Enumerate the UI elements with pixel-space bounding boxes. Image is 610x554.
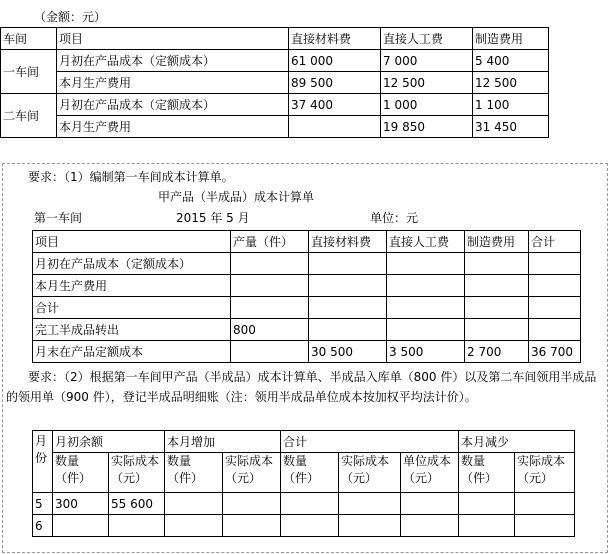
month-cell: 5: [33, 493, 53, 515]
table-row: [33, 319, 581, 341]
subheader-cell: 实际成本（元）: [223, 453, 281, 493]
input-cell[interactable]: [53, 515, 109, 537]
value-cell: 12 500: [381, 72, 473, 94]
ledger-table: [32, 430, 575, 537]
value-cell: 12 500: [473, 72, 549, 94]
input-cell[interactable]: [387, 275, 465, 297]
header-quantity: 产量（件）: [231, 231, 309, 253]
header-month: 月份: [33, 431, 53, 493]
input-cell[interactable]: [281, 493, 339, 515]
value-cell: 2 700: [465, 341, 529, 363]
item-cell: 月初在产品成本（定额成本）: [57, 94, 289, 116]
unit-note: （金额：元）: [34, 10, 107, 24]
input-cell[interactable]: [387, 297, 465, 319]
value-cell: 89 500: [289, 72, 381, 94]
header-total: 合计: [281, 431, 459, 453]
header-decrease: 本月减少: [459, 431, 575, 453]
header-overhead: 制造费用: [473, 28, 549, 50]
subheader-cell: 数量（件）: [459, 453, 515, 493]
input-cell[interactable]: [309, 297, 387, 319]
value-cell: 300: [53, 493, 109, 515]
input-cell[interactable]: [387, 253, 465, 275]
input-cell[interactable]: [459, 515, 515, 537]
month-cell: 6: [33, 515, 53, 537]
value-cell: 55 600: [109, 493, 165, 515]
value-cell: 36 700: [529, 341, 581, 363]
header-material: 直接材料费: [309, 231, 387, 253]
value-cell: 5 400: [473, 50, 549, 72]
table-header-row: [33, 431, 575, 453]
input-cell[interactable]: [515, 515, 575, 537]
value-cell: 3 500: [387, 341, 465, 363]
input-cell[interactable]: [339, 515, 401, 537]
value-cell: 61 000: [289, 50, 381, 72]
subheader-cell: 数量（件）: [165, 453, 223, 493]
item-cell: 月末在产品定额成本: [33, 341, 231, 363]
table-header-row: [33, 231, 581, 253]
workshop-cell: 一车间: [1, 50, 57, 94]
header-increase: 本月增加: [165, 431, 281, 453]
input-cell[interactable]: [231, 341, 309, 363]
value-cell: [289, 116, 381, 138]
header-total: 合计: [529, 231, 581, 253]
sheet-date: 2015 年 5 月: [176, 211, 250, 225]
input-cell[interactable]: [165, 515, 223, 537]
header-overhead: 制造费用: [465, 231, 529, 253]
input-cell[interactable]: [231, 297, 309, 319]
item-cell: 合计: [33, 297, 231, 319]
cost-sheet-table: [32, 230, 581, 363]
item-cell: 本月生产费用: [33, 275, 231, 297]
item-cell: 本月生产费用: [57, 72, 289, 94]
value-cell: 31 450: [473, 116, 549, 138]
table-row: [33, 493, 575, 515]
input-cell[interactable]: [165, 493, 223, 515]
table-row: [33, 515, 575, 537]
input-cell[interactable]: [529, 275, 581, 297]
item-cell: 月初在产品成本（定额成本）: [57, 50, 289, 72]
input-cell[interactable]: [529, 253, 581, 275]
header-item: 项目: [33, 231, 231, 253]
value-cell: 1 100: [473, 94, 549, 116]
input-cell[interactable]: [401, 493, 459, 515]
input-cell[interactable]: [529, 297, 581, 319]
input-cell[interactable]: [309, 275, 387, 297]
workshop-cell: 二车间: [1, 94, 57, 138]
cost-data-table: [0, 27, 549, 138]
input-cell[interactable]: [401, 515, 459, 537]
value-cell: 30 500: [309, 341, 387, 363]
header-opening-balance: 月初余额: [53, 431, 165, 453]
table-header-row: [1, 28, 549, 50]
input-cell[interactable]: [465, 253, 529, 275]
subheader-cell: 实际成本（元）: [339, 453, 401, 493]
item-cell: 月初在产品成本（定额成本）: [33, 253, 231, 275]
cost-sheet-title: 甲产品（半成品）成本计算单: [158, 190, 315, 204]
input-cell[interactable]: [231, 275, 309, 297]
input-cell[interactable]: [231, 253, 309, 275]
value-cell: 800: [231, 319, 309, 341]
table-row: [1, 94, 549, 116]
input-cell[interactable]: [459, 493, 515, 515]
table-row: [33, 297, 581, 319]
input-cell[interactable]: [465, 275, 529, 297]
table-row: [1, 50, 549, 72]
value-cell: 37 400: [289, 94, 381, 116]
input-cell[interactable]: [465, 297, 529, 319]
input-cell[interactable]: [109, 515, 165, 537]
subheader-cell: 数量（件）: [53, 453, 109, 493]
item-cell: 完工半成品转出: [33, 319, 231, 341]
value-cell: 7 000: [381, 50, 473, 72]
table-row: [33, 341, 581, 363]
header-item: 项目: [57, 28, 289, 50]
subheader-cell: 单位成本（元）: [401, 453, 459, 493]
table-row: [1, 72, 549, 94]
header-workshop: 车间: [1, 28, 57, 50]
item-cell: 本月生产费用: [57, 116, 289, 138]
header-labor: 直接人工费: [387, 231, 465, 253]
input-cell[interactable]: [387, 319, 465, 341]
input-cell[interactable]: [515, 493, 575, 515]
header-labor: 直接人工费: [381, 28, 473, 50]
input-cell[interactable]: [529, 319, 581, 341]
subheader-cell: 数量（件）: [281, 453, 339, 493]
input-cell[interactable]: [339, 493, 401, 515]
header-material: 直接材料费: [289, 28, 381, 50]
sheet-unit: 单位：元: [370, 211, 419, 225]
input-cell[interactable]: [223, 493, 281, 515]
requirement-2: 要求：（2）根据第一车间甲产品（半成品）成本计算单、半成品入库单（800 件）以及第二车间领用半成品的领用单（900 件），登记半成品明细账（注：领用半成品单位成本按加权平均法计价）。: [6, 370, 597, 404]
input-cell[interactable]: [309, 319, 387, 341]
table-row: [33, 253, 581, 275]
table-row: [33, 275, 581, 297]
input-cell[interactable]: [281, 515, 339, 537]
subheader-cell: 实际成本（元）: [109, 453, 165, 493]
input-cell[interactable]: [223, 515, 281, 537]
value-cell: 1 000: [381, 94, 473, 116]
value-cell: 19 850: [381, 116, 473, 138]
table-subheader-row: [33, 453, 575, 493]
requirement-1: 要求：（1）编制第一车间成本计算单。: [28, 170, 234, 184]
input-cell[interactable]: [309, 253, 387, 275]
table-row: [1, 116, 549, 138]
subheader-cell: 实际成本（元）: [515, 453, 575, 493]
sheet-workshop: 第一车间: [34, 211, 83, 225]
input-cell[interactable]: [465, 319, 529, 341]
